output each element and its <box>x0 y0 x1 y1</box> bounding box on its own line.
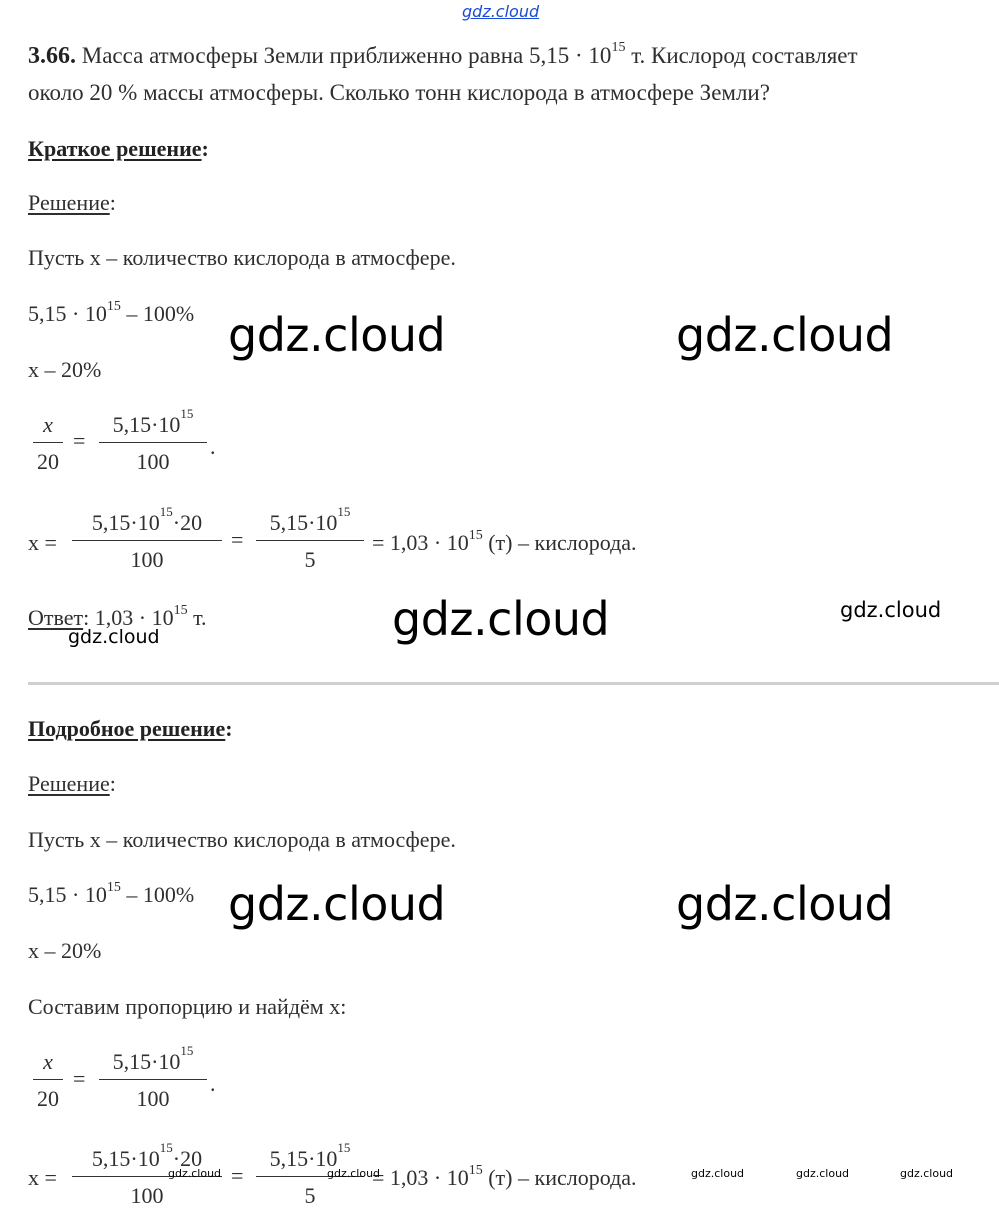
detailed-frac-mass-100: $5,15\cdot 10^{15}$ 100 <box>99 1049 207 1112</box>
short-solution-label: Решение: <box>28 190 116 215</box>
detailed-calc-frac-1: $5,15\cdot 10^{15}\cdot 20$ 100 <box>72 1146 222 1209</box>
short-frac-mass-100: $5,15\cdot 10^{15}$ 100 <box>99 412 207 475</box>
section-separator <box>28 682 999 685</box>
short-calc-frac-2: $5,15\cdot 10^{15}$ 5 <box>256 510 364 573</box>
watermark: gdz.cloud <box>840 598 942 622</box>
watermark: gdz.cloud <box>676 877 894 931</box>
detailed-eq-sign-1: = <box>73 1066 86 1091</box>
problem-text-1b: т. Кислород составляет <box>625 43 858 68</box>
short-frac-x-20: x 20 <box>33 412 63 475</box>
watermark: gdz.cloud <box>68 626 160 648</box>
watermark: gdz.cloud <box>676 308 894 362</box>
short-x-eq: х = <box>28 530 57 555</box>
problem-exponent: 15 <box>611 40 626 56</box>
problem-number: 3.66. <box>28 43 76 69</box>
detailed-eq-sign-2: = <box>231 1163 244 1188</box>
short-eq-sign-1: = <box>73 428 86 453</box>
detailed-compose-text: Составим пропорцию и найдём х: <box>28 994 347 1019</box>
watermark: gdz.cloud <box>327 1167 381 1180</box>
short-calc-frac-1: $5,15\cdot 10^{15}\cdot 20$ 100 <box>72 510 222 573</box>
short-dot-1: . <box>210 434 216 459</box>
short-eq-sign-2: = <box>231 527 244 552</box>
detailed-proportion-1: $5,15 \cdot 10^{15} - 100\%$ <box>28 879 195 907</box>
detailed-dot-1: . <box>210 1071 216 1096</box>
watermark: gdz.cloud <box>228 308 446 362</box>
short-answer: Ответ: $1,03 \cdot 10^{15}$ т. <box>28 602 207 630</box>
detailed-let-text: Пусть х – количество кислорода в атмосфере. <box>28 827 456 852</box>
short-let-text: Пусть х – количество кислорода в атмосфере. <box>28 245 456 270</box>
watermark: gdz.cloud <box>228 877 446 931</box>
watermark: gdz.cloud <box>900 1167 954 1180</box>
watermark-top[interactable]: gdz.cloud <box>462 2 540 21</box>
watermark: gdz.cloud <box>168 1167 222 1180</box>
short-proportion-1: $5,15 \cdot 10^{15} - 100\%$ <box>28 298 195 326</box>
detailed-x-eq: х = <box>28 1165 57 1190</box>
detailed-result: = $1,03 \cdot 10^{15}$ (т) – кислорода. <box>372 1162 637 1190</box>
detailed-solution-label: Решение: <box>28 771 116 796</box>
detailed-calc-frac-2: $5,15\cdot 10^{15}$ 5 <box>256 1146 364 1209</box>
problem-line-1 <box>28 40 858 69</box>
detailed-solution-heading: Подробное решение: <box>28 716 233 741</box>
short-proportion-2: х – 20% <box>28 357 102 382</box>
detailed-proportion-2: х – 20% <box>28 938 102 963</box>
detailed-frac-x-20: x 20 <box>33 1049 63 1112</box>
short-result: = $1,03 \cdot 10^{15}$ (т) – кислорода. <box>372 527 637 555</box>
watermark: gdz.cloud <box>796 1167 850 1180</box>
watermark: gdz.cloud <box>392 592 610 646</box>
watermark: gdz.cloud <box>691 1167 745 1180</box>
problem-line-2: около 20 % массы атмосферы. Сколько тонн кислорода в атмосфере Земли? <box>28 80 770 105</box>
short-solution-heading: Краткое решение: <box>28 136 209 161</box>
problem-text-1a: Масса атмосферы Земли приближенно равна 5,15 · 10 <box>81 43 612 68</box>
